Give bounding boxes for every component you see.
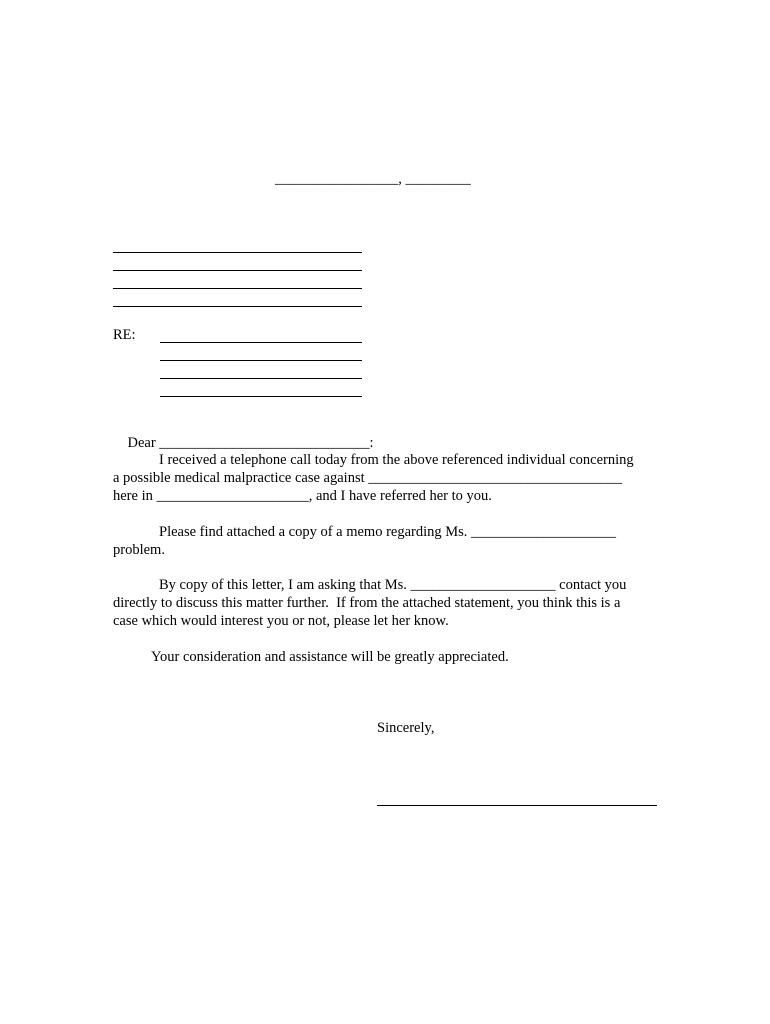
address-line-1 [113, 252, 362, 253]
paragraph-1-line-2: a possible medical malpractice case against ___________________________________ [113, 470, 623, 486]
re-line-1 [160, 342, 362, 343]
paragraph-2-line-1: Please find attached a copy of a memo regarding Ms. ____________________ [159, 524, 617, 540]
paragraph-1-line-3: here in _____________________, and I have referred her to you. [113, 488, 492, 504]
closing: Sincerely, [377, 720, 435, 736]
re-line-3 [160, 378, 362, 379]
signature-line [377, 805, 657, 806]
greeting-blank: _____________________________ [159, 435, 370, 451]
re-label: RE: [113, 327, 136, 343]
paragraph-1-line-1: I received a telephone call today from the above referenced individual concerning [159, 452, 634, 468]
re-line-2 [160, 360, 362, 361]
address-line-4 [113, 306, 362, 307]
paragraph-4: Your consideration and assistance will be greatly appreciated. [151, 649, 509, 665]
greeting-prefix: Dear [127, 435, 156, 451]
paragraph-3-line-3: case which would interest you or not, please let her know. [113, 613, 449, 629]
re-line-4 [160, 396, 362, 397]
paragraph-3-line-1: By copy of this letter, I am asking that Ms. ____________________ contact you [159, 577, 627, 593]
greeting-suffix: : [369, 435, 374, 451]
address-line-3 [113, 288, 362, 289]
paragraph-2-line-2: problem. [113, 542, 165, 558]
paragraph-3-line-2: directly to discuss this matter further. If from the attached statement, you think this is a [113, 595, 621, 611]
date-line: _________________, _________ [275, 171, 471, 187]
address-line-2 [113, 270, 362, 271]
